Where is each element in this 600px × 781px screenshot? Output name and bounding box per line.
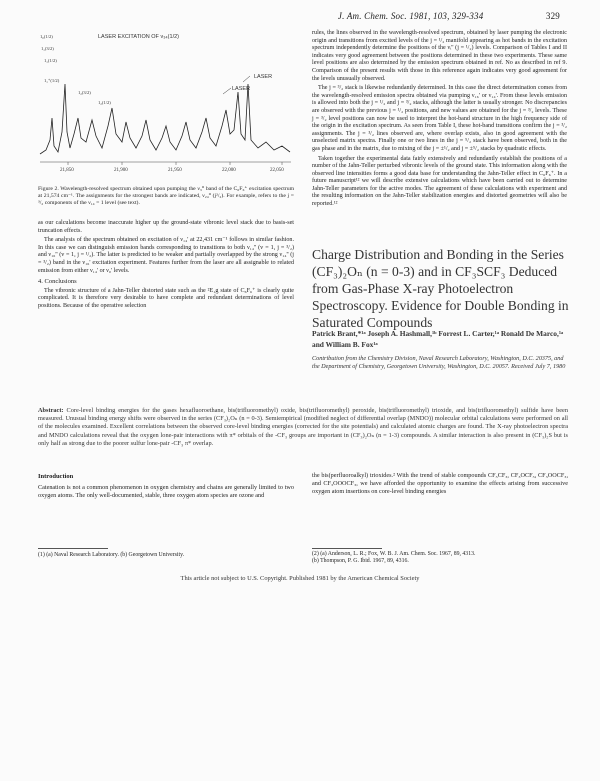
abstract-text: Core-level binding energies for the gases hexafluoroethane, bis(trifluoromethyl) oxide, bis(trifluoromethyl) peroxide, bis(trifluoromethyl) trioxide, and bis(trifluoromethyl) sulfide have been measured. Unusual binding energy shifts were observed in the series (CF₃)₂Oₙ (n = 0-3). Semiempirical (modified neglect of differential overlap (MNDO)) molecular orbital calculations were performed on all of the molecules examined. Excellent correlations between the observed core-level binding energies (corrected for the site potentials) and calculated atomic charges are found. The X-ray photoelectron spectra and MNDO calculations reveal that the oxygen lone-pair interactions with π* orbitals of the -CF₃ groups are important in (CF₃)₂Oₙ (n = 1-3) compounds. A similar interaction is also present in (CF₃)₂S but is only half as strong due to the poorer sulfur lone-pair -CF₃ π* overlap. bbox=[38, 407, 568, 447]
peak-label: 1₂(1/2) bbox=[98, 100, 111, 105]
left-column bbox=[38, 220, 294, 313]
figure-label-main: LASER EXCITATION OF ν₃₄(1/2) bbox=[98, 34, 179, 40]
intro-heading: Introduction bbox=[38, 473, 74, 480]
footnote-text: (2) (a) Anderson, L. R.; Fox, W. B. J. Am. Chem. Soc. 1967, 89, 4313. bbox=[312, 551, 476, 557]
section-heading: 4. Conclusions bbox=[38, 278, 77, 286]
peak-label: 1₁(3/2) bbox=[41, 46, 54, 51]
x-tick-label: 22,050 bbox=[270, 168, 284, 172]
journal-citation: J. Am. Chem. Soc. 1981, 103, 329-334 bbox=[337, 11, 484, 21]
footnote-left bbox=[38, 548, 294, 558]
footnote-text: (b) Thompson, P. G. Ibid. 1967, 89, 4316. bbox=[312, 558, 409, 565]
footnote-text: (1) (a) Naval Research Laboratory. (b) Georgetown University. bbox=[38, 552, 185, 558]
figure-label-laser-right: LASER bbox=[254, 74, 273, 80]
spectrum-figure bbox=[38, 22, 293, 172]
paragraph: The analysis of the spectrum obtained on excitation of ν₁₄' at 22,431 cm⁻¹ follows in similar fashion. In this case we can distinguish emission bands corresponding to transitions to both ν₁₄'' (v = 1, j = ³/₂) and ν₁₆'' (v = 1, j = ¹/₂). The latter is predicted to be weaker and partially overlapped by the strong ν₁₄'' (j = ³/₂) band in the ν₁₆' excitation experiment. Features further from the laser are all assignable to related emission from either ν₁₄' or ν₀' levels. bbox=[38, 237, 294, 274]
peak-label: 1₁(1/2) bbox=[44, 58, 57, 63]
page-number: 329 bbox=[545, 11, 560, 21]
figure-label-laser-left: LASER bbox=[232, 86, 251, 92]
abstract bbox=[38, 407, 568, 448]
paragraph: rules, the lines observed in the wavelength-resolved spectrum, obtained by laser pumping the electronic origin and transitions from excited levels of the j = ¹/₂ manifold appearing as hot bands in the excitation spectrum independently determine the positions of the νᵢ'' (j = ¹/₂) levels. Comparison of Tables I and II indicates very good agreement between the positions determined in these two experiments. These same level positions are also determined by the emission spectrum obtained in ref. No as described in ref 9. Comparison of the present results with those in this reference again indicates very good agreement for the levels unusually observed. bbox=[312, 30, 567, 82]
intro-left-text: Catenation is not a common phenomenon in oxygen chemistry and chains are generally limited to two oxygen atoms. The only well-documented, stable, three oxygen atom species are ozone and bbox=[38, 484, 294, 499]
x-axis-ticks bbox=[60, 162, 284, 172]
peak-label: 1₂(3/2) bbox=[78, 90, 91, 95]
abstract-label: Abstract: bbox=[38, 407, 64, 414]
footnote-right bbox=[312, 548, 568, 566]
x-tick-label: 21,850 bbox=[60, 168, 74, 172]
article-title: Charge Distribution and Bonding in the Series (CF₃)₂Oₙ (n = 0-3) and in CF₃SCF₃ Deduced from Gas-Phase X-ray Photoelectron Spectroscopy. Evidence for Double Bonding in Saturated Compounds bbox=[312, 247, 569, 330]
copyright-footer: This article not subject to U.S. Copyright. Published 1981 by the American Chemical Society bbox=[180, 575, 420, 582]
paragraph: Taken together the experimental data fairly extensively and redundantly establish the positions of a number of the Jahn-Teller perturbed vibronic levels of the ground state. This information along with the observed line intensities forms a good data base for understanding the Jahn-Teller effect in C₆F₆⁺. In a future manuscript¹² we will describe extensive calculations which have been carried out to determine Jahn-Teller parameters for the active modes. The agreement of these calculations with experiment and the resulting information on the Jahn-Teller stabilization energies and distorted geometries will also be reported.¹² bbox=[312, 155, 567, 208]
peak-label: 1₀(1/2) bbox=[40, 34, 53, 39]
paragraph: The j = ³/₂ stack is likewise redundantly determined. In this case the direct determination comes from the wavelength-resolved emission spectra obtained via pumping ν₁₆' or ν₁₄'. From these levels emission is allowed into both the j = ¹/₂ and j = ³/₂ stacks, although the latter is usually stronger. No discrepancies are observed with the previous j = ¹/₂ positions, and new values are obtained for the j = ³/₂ levels. These j = ³/₂ level positions can now be used to interpret the hot-band structure in the high frequency side of the origin in the excitation spectrum. As seen from Table I, these hot-band transitions confirm the j = ³/₂ assignments. The j = ³/₂ lines observed are, where overlap exists, also in good agreement with the unselected matrix spectra. Finally one or two lines in the j = ⁵/₂ stack have been observed, both in the gas phase and in the matrix, due to mixing of the j = ±¹/₂ and j = ±⁵/₂ stacks by quadratic effects. bbox=[312, 85, 567, 152]
right-column bbox=[312, 30, 567, 211]
article-authors: Patrick Brant,*¹ᵃ Joseph A. Hashmall,¹ᵇ Forrest L. Carter,¹ᵃ Ronald De Marco,¹ᵃ and William B. Fox¹ᵃ bbox=[312, 329, 564, 349]
paragraph: as our calculations become inaccurate higher up the ground-state vibronic level stack due to basis-set truncation effects. bbox=[38, 220, 294, 234]
x-tick-label: 21,950 bbox=[168, 168, 182, 172]
intro-right-text: the bis(perfluoroalkyl) trioxides.² With the trend of stable compounds CF₃CF₃, CF₃OCF₃, CF₃OOCF₃, and CF₃OOOCF₃, we have afforded the opportunity to examine the effects arising from successive oxygen atom insertions on core-level binding energies bbox=[312, 472, 568, 495]
contribution-affiliation: Contribution from the Chemistry Division, Naval Research Laboratory, Washington, D.C. 20375, and the Department of Chemistry, Georgetown University, Washington, D.C. 20057. Received July 7, 1980 bbox=[312, 355, 566, 370]
running-header bbox=[338, 11, 560, 21]
x-tick-label: 21,900 bbox=[114, 168, 128, 172]
figure-caption: Figure 2. Wavelength-resolved spectrum obtained upon pumping the ν₃⁰ band of the C₆F₆⁺ excitation spectrum at 21,574 cm⁻¹. The assignments for the strongest bands are indicated, ν₂₄⁰ (j²/₂). For example, refers to the j = ³/₂ components of the ν₁₄ = 1 level (see text). bbox=[38, 186, 294, 207]
paragraph: The vibronic structure of a Jahn-Teller distorted state such as the ²E₁g state of C₆F₆⁺ is clearly quite complicated. It is therefore very desirable to have complete and redundant determinations of level positions. Because of the operative selection bbox=[38, 287, 294, 309]
peak-label: 1₁⁺(1/2) bbox=[44, 78, 60, 83]
x-tick-label: 22,000 bbox=[222, 168, 236, 172]
